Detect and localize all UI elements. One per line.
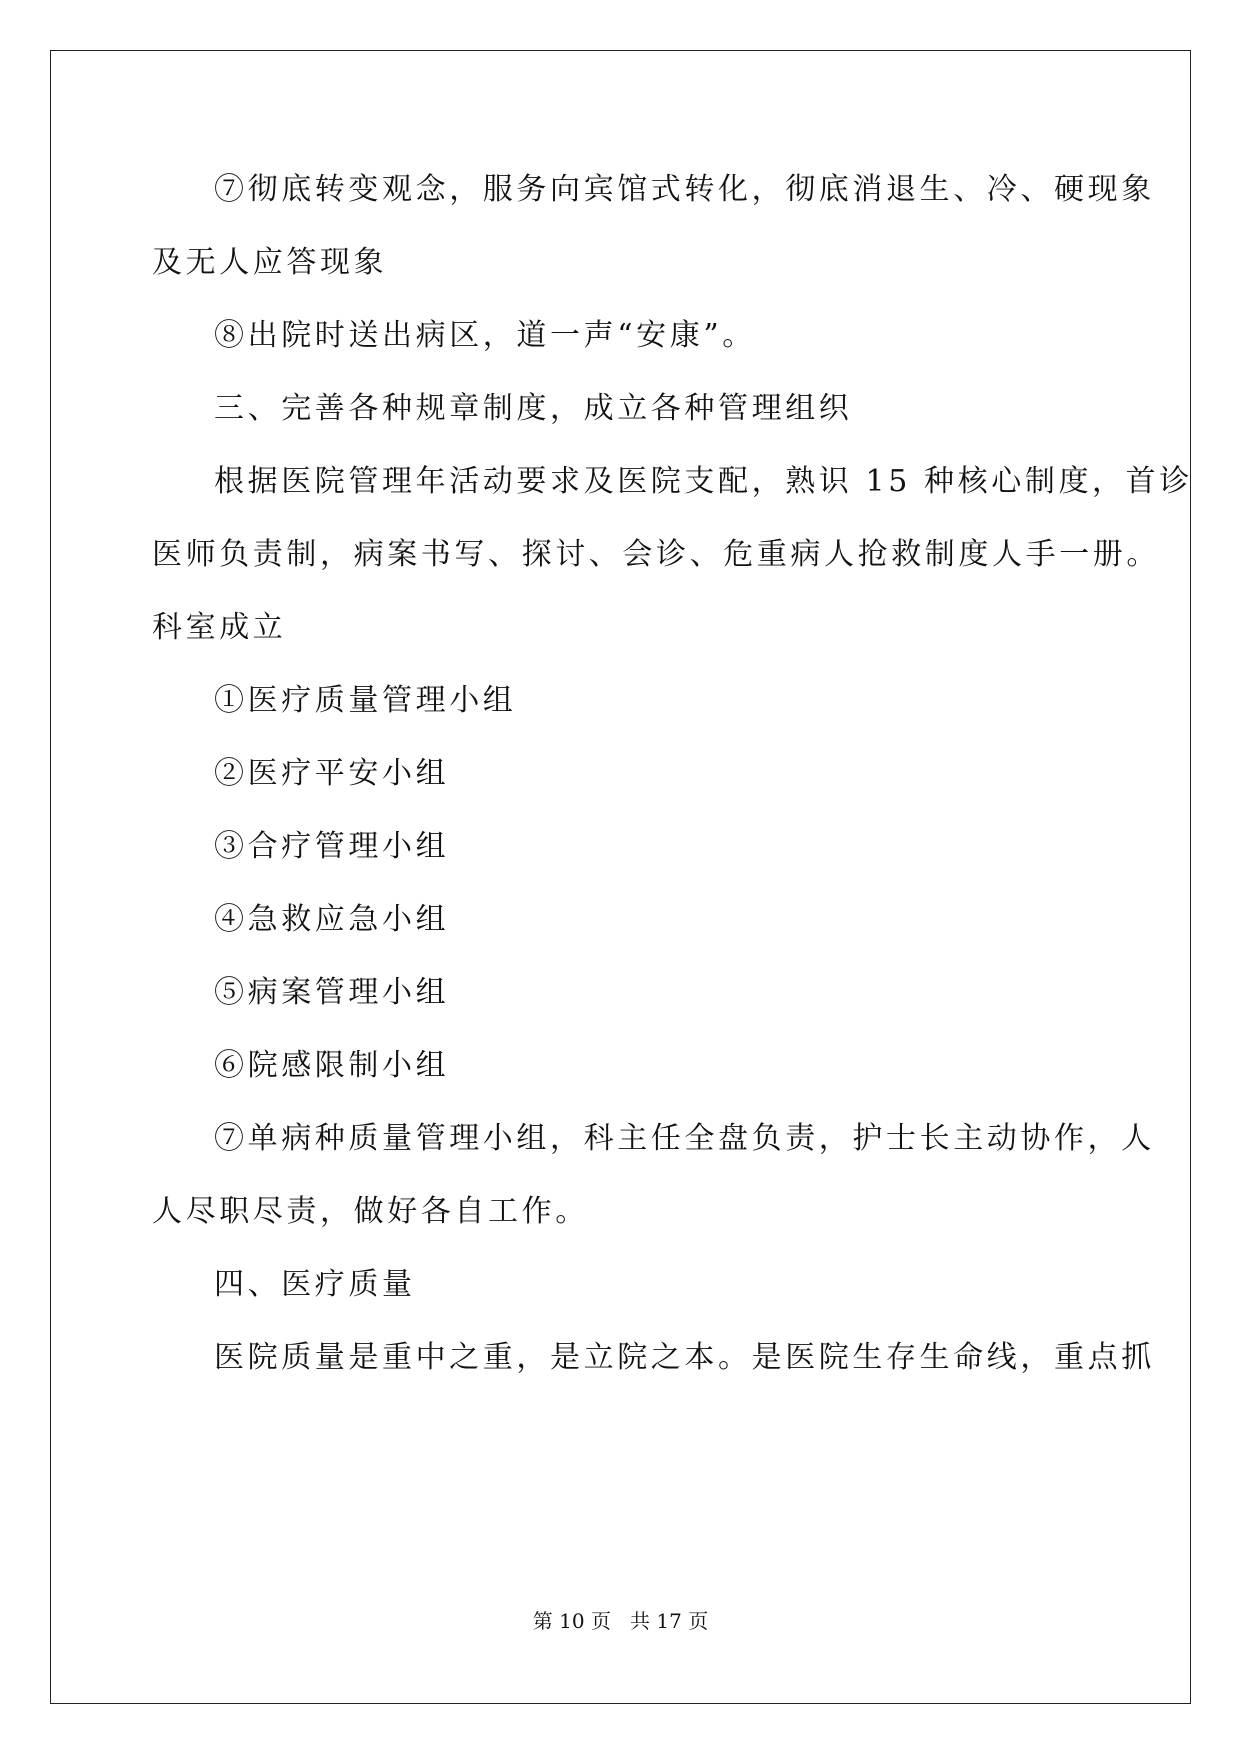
list-item: ⑤病案管理小组 bbox=[214, 975, 450, 1010]
paragraph-line: 医院质量是重中之重，是立院之本。是医院生存生命线，重点抓 bbox=[214, 1340, 1155, 1375]
page-number-footer: 第 10 页 共 17 页 bbox=[532, 1609, 709, 1633]
section-heading: 三、完善各种规章制度，成立各种管理组织 bbox=[214, 391, 853, 426]
list-item: ①医疗质量管理小组 bbox=[214, 683, 517, 718]
paragraph-line: 科室成立 bbox=[152, 610, 287, 645]
list-item: ④急救应急小组 bbox=[214, 902, 450, 937]
paragraph-line: 医师负责制，病案书写、探讨、会诊、危重病人抢救制度人手一册。 bbox=[152, 537, 1160, 572]
list-item: ②医疗平安小组 bbox=[214, 756, 450, 791]
list-item: ⑥院感限制小组 bbox=[214, 1048, 450, 1083]
page-frame bbox=[50, 50, 1191, 1704]
paragraph-line: 及无人应答现象 bbox=[152, 245, 388, 280]
list-item: ③合疗管理小组 bbox=[214, 829, 450, 864]
list-item: ⑦单病种质量管理小组，科主任全盘负责，护士长主动协作，人 bbox=[214, 1121, 1155, 1156]
section-heading: 四、医疗质量 bbox=[214, 1267, 416, 1302]
paragraph-line: 根据医院管理年活动要求及医院支配，熟识 15 种核心制度，首诊 bbox=[214, 464, 1193, 499]
paragraph-line: ⑧出院时送出病区，道一声“安康”。 bbox=[214, 318, 756, 353]
paragraph-line: ⑦彻底转变观念，服务向宾馆式转化，彻底消退生、冷、硬现象 bbox=[214, 172, 1155, 207]
paragraph-line: 人尽职尽责，做好各自工作。 bbox=[152, 1194, 589, 1229]
